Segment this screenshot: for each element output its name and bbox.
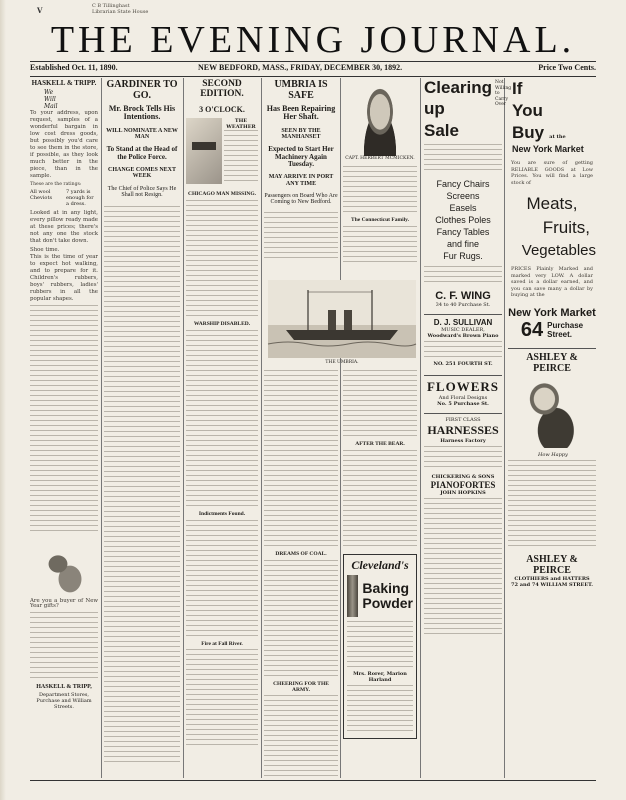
captain-portrait [355,88,405,156]
arrive-heading: MAY ARRIVE IN PORT ANY TIME [268,174,334,187]
stamp-line-2: Librarian State House [92,9,149,15]
article-text-lines [186,200,258,320]
flowers-sub: And Floral Designs [438,395,488,401]
ad-text-lines [424,144,502,174]
body-text-lines [30,612,98,682]
intro-line: We [44,89,54,97]
baking-powder-ad [343,554,417,739]
fancy-item: Fur Rugs. [443,251,483,261]
umbria-subheading: Has Been Repairing Her Shaft. [266,104,336,122]
dateline [30,63,596,75]
nym-heading: New York Market [512,144,584,154]
harness-pre: FIRST CLASS [424,413,502,423]
clearing-word-2: up [424,99,445,118]
stamp-line-1: C B Tillinghast [92,3,130,9]
clearing-word-3: Sale [424,121,459,140]
price: Price Two Cents. [538,63,596,72]
powder-brand: Cleveland's [351,557,409,572]
weather-text [222,118,258,186]
masthead-title: THE EVENING JOURNAL. [50,19,576,61]
article-text-lines [186,649,258,749]
umbria-heading: UMBRIA IS SAFE [274,79,328,101]
buy-word: Buy [512,123,545,142]
column-rule [101,78,102,778]
you-line: You [512,101,543,120]
column-umbria-lower [264,370,338,778]
ashley-name-top: ASHLEY & PEIRCE [508,348,596,374]
rating-wool: All wool Cheviots [30,188,53,201]
fancy-item: Fancy Tables [436,227,490,237]
police-heading: To Stand at the Head of the Police Force. [106,145,178,161]
established-date: Established Oct. 11, 1890. [30,63,118,72]
intro-line: Mail [44,103,58,111]
wing-name: C. F. WING [435,290,491,302]
column-haskell-tripp [30,78,98,778]
haskell-heading: HASKELL & TRIPP. [31,79,97,87]
gardiner-subheading: Mr. Brock Tells His Intentions. [108,104,176,122]
how-happy: How Happy [538,451,568,458]
fancy-item: Screens [446,191,480,201]
ashley-name-bottom: ASHLEY & PEIRCE [526,553,578,576]
column-rule [504,78,505,778]
shoe-text: This is the time of year to expect hot walking, and to prepare for it. Children's rubbers, boys' rubbers, ladies' rubbers in all the popular shapes. [30,253,98,302]
column-new-york-market [508,78,596,778]
ad-text-lines [424,498,502,638]
flowers-title: FLOWERS [424,375,502,395]
connecticut-heading: The Connecticut Family. [351,217,409,223]
footer-address: Purchase and William Streets. [36,698,92,711]
shoe-heading: Shoe time. [30,246,60,253]
corner-mark: V [37,6,43,15]
wing-address: 34 to 40 Purchase St. [435,302,491,308]
article-text-lines [343,166,417,216]
column-rule [261,78,262,778]
vegetables: Vegetables [521,242,596,259]
powder-can-icon [347,575,358,617]
column-bear-and-powder [343,370,417,778]
column-rule [183,78,184,778]
chicago-heading: CHICAGO MAN MISSING. [188,191,256,198]
passengers-heading: Passengers on Board Who Are Coming to New Bedford. [264,193,338,206]
ashley-trade: CLOTHIERS and HATTERS [514,575,590,582]
ship-drawing [268,280,416,358]
article-text-lines [264,370,338,550]
pianofortes: PIANOFORTES [430,480,496,490]
fancy-item: Easels [449,203,477,213]
library-stamp [92,3,148,15]
powder-words [362,581,413,611]
sullivan-title: MUSIC DEALER, [441,327,485,333]
ad-text-lines [347,621,413,671]
article-text-lines [264,560,338,680]
at-the: at the [549,134,566,140]
ashley-address: 72 and 74 WILLIAM STREET. [511,581,593,588]
masthead-rule [30,61,596,62]
pillow-text: Looked at in any light, every pillow ready made at these prices; there's not any one the stock that don't take down. [30,209,98,244]
side-note: Not Willing to Carry Over [495,80,512,107]
ship-illustration [268,280,416,365]
footer-dept: Department Stores, [38,692,90,699]
we-will-mail [30,89,98,110]
column-rule [340,78,341,778]
bottom-rule [30,780,596,781]
machinery-heading: Expected to Start Her Machinery Again Tuesday. [268,145,334,169]
nym-prices: PRICES Plainly Marked and marked very LOW. A dollar saved is a dollar earned, and you can save many a dollar by buying at the [511,266,593,298]
bear-heading: AFTER THE BEAR. [355,441,405,447]
article-text-lines [186,330,258,510]
clearing-block [424,78,512,142]
sullivan-name: D. J. SULLIVAN [424,314,502,327]
resign-heading: The Chief of Police Says He Shall not Resign. [107,185,177,198]
column-clearing-sale [424,78,512,778]
weather-label: THE WEATHER [226,118,256,131]
article-text-lines [343,370,417,440]
ad-text-lines [508,460,596,550]
weather-vane-illustration [186,118,222,184]
article-text-lines [343,450,417,550]
fancy-item: Fancy Chairs [436,179,490,189]
nym-number: 64 [520,318,544,341]
left-page-edge [0,0,6,800]
powder-line3: Powder [362,594,413,611]
warship-heading: WARSHIP DISABLED. [193,321,251,328]
sullivan-piano: Woodward's Brown Piano [427,333,499,339]
hopkins: JOHN HOPKINS [440,490,486,496]
article-text-lines [264,212,338,260]
weather-box [186,118,258,186]
indictments-heading: Indictments Found. [198,510,246,517]
fire-heading: Fire at Fall River. [201,640,243,647]
change-heading: CHANGE COMES NEXT WEEK [107,167,176,180]
happy-boy-illustration [514,378,590,448]
new-year-question: Are you a buyer of New Year gifts? [30,597,98,610]
intro-line: Will [44,96,56,104]
fancy-goods-list [424,178,502,262]
location-date: NEW BEDFORD, MASS., FRIDAY, DECEMBER 30, 1892. [198,63,403,72]
dateline-rule [30,76,596,77]
ad-text-lines [424,341,502,361]
article-text-lines [104,206,180,766]
clearing-word-1: Clearing [424,78,493,97]
coal-heading: DREAMS OF COAL. [275,551,327,557]
edition-time: 3 O'CLOCK. [199,104,245,114]
article-text-lines [343,226,417,266]
meats: Meats, [526,194,578,213]
powder-body [347,575,413,617]
ad-text-lines [424,266,502,286]
manhanset-heading: SEEN BY THE MANHANSET [281,127,321,141]
nym-street-1: Purchase [547,321,584,330]
second-edition: SECOND EDITION. [200,79,244,99]
mail-text: To your address, upon request, samples of a wonderful bargain in low cost dress goods, but possibly you'd care to see them in the store, if possible, as they look much better in the piece, than in the sample. [30,110,98,180]
nym-name: New York Market [508,306,596,319]
if-line: If [512,79,523,98]
rating-yards: 7 yards is enough for a dress. [66,188,94,207]
ad-text-lines [424,446,502,470]
gift-illustration [34,537,94,597]
clearing-words [424,78,492,142]
sullivan-address: NO. 251 FOURTH ST. [433,361,493,367]
nym-intro: You are sure of getting RELIABLE GOODS at Low Prices. You will find a large stock of [511,160,593,186]
ratings-text: These are the ratings: [30,182,82,188]
chickering: CHICKERING & SONS [431,474,495,480]
article-text-lines [186,520,258,640]
ship-caption: THE UMBRIA. [325,360,359,365]
harness-title: HARNESSES [427,423,499,437]
harness-factory: Harness Factory [440,438,486,444]
gardiner-heading: GARDINER TO GO. [106,79,178,101]
column-rule [420,78,421,778]
nominate-heading: WILL NOMINATE A NEW MAN [106,127,178,141]
nym-street-2: Street. [547,330,573,339]
nym-address [508,319,596,342]
buy-line [508,122,596,144]
price-ratings [30,189,98,207]
powder-endorsers: Mrs. Rorer, Marion Harland [353,670,407,683]
fancy-item: and fine [446,239,480,249]
ad-text-lines [347,685,413,735]
nym-street [547,321,583,339]
flowers-address: No. 5 Purchase St. [437,401,489,407]
fancy-item: Clothes Poles [435,215,491,225]
body-text-lines [30,305,98,535]
article-text-lines [264,695,338,785]
army-heading: CHEERING FOR THE ARMY. [273,680,329,693]
column-portrait [343,78,417,274]
fruits: Fruits, [542,218,590,237]
footer-name: HASKELL & TRIPP, [36,683,92,690]
portrait-caption: CAPT. HERBERT MCMICKEN. [345,156,415,161]
column-gardiner [104,78,180,778]
powder-line2: Baking [362,579,410,596]
column-second-edition [186,78,258,778]
weather-vane-arrow [192,142,216,150]
